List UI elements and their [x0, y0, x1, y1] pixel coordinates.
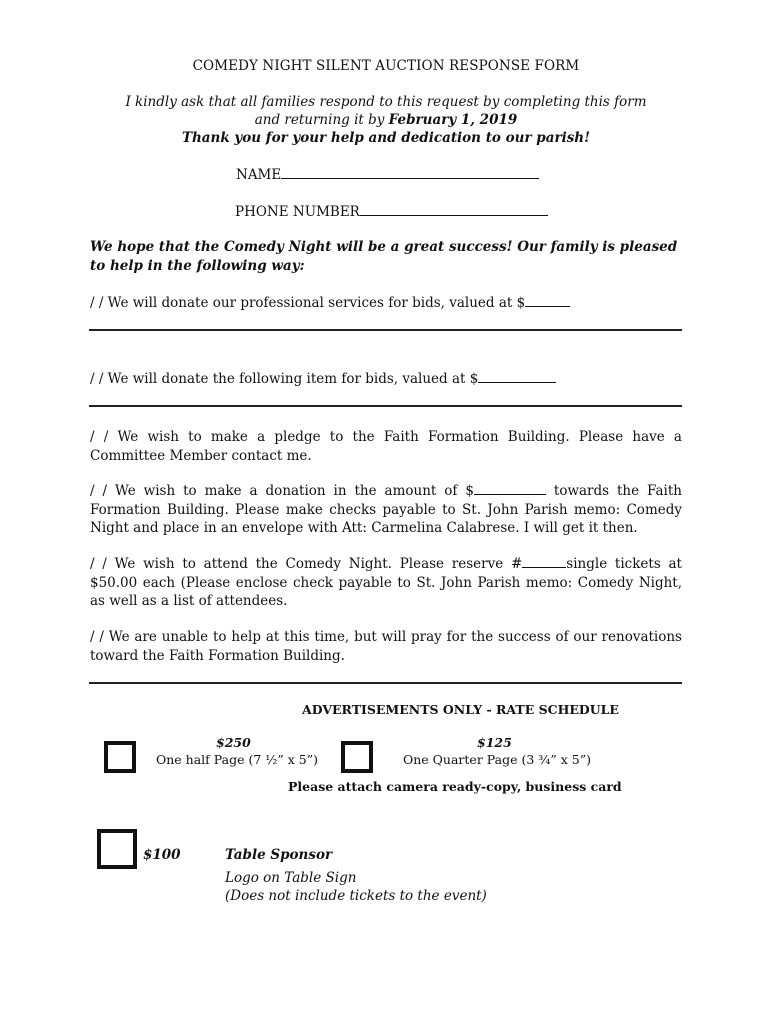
- option-donation-text-b: towards the Faith Formation Building. Please make checks payable to St. John Parish memo: Comedy Night and place in an envelope with Att: Carmelina Calabrese. I will get it then.: [90, 483, 682, 536]
- table-sponsor-line-2: (Does not include tickets to the event): [225, 888, 487, 904]
- option-services[interactable]: [90, 294, 682, 313]
- ads-heading: ADVERTISEMENTS ONLY - RATE SCHEDULE: [302, 702, 619, 717]
- half-page-checkbox[interactable]: [104, 741, 136, 773]
- phone-field[interactable]: [235, 203, 548, 220]
- table-sponsor-checkbox[interactable]: [97, 829, 137, 869]
- form-title: COMEDY NIGHT SILENT AUCTION RESPONSE FORM: [192, 58, 580, 74]
- option-pledge[interactable]: / / We wish to make a pledge to the Faith Formation Building. Please have a Committee Member contact me.: [90, 429, 682, 464]
- option-attend-text-a: / / We wish to attend the Comedy Night. Please reserve #: [90, 556, 523, 572]
- option-donation[interactable]: [90, 482, 682, 538]
- attach-note: Please attach camera ready-copy, business card: [288, 779, 622, 794]
- phone-blank[interactable]: [360, 203, 548, 216]
- table-sponsor-title: Table Sponsor: [225, 847, 333, 863]
- phone-label: PHONE NUMBER: [235, 204, 360, 220]
- item-value-blank[interactable]: [478, 370, 556, 383]
- option-item-text: / / We will donate the following item for bids, valued at $: [90, 371, 479, 387]
- half-page-price: $250: [216, 735, 251, 750]
- divider: [89, 682, 682, 684]
- option-services-text: / / We will donate our professional services for bids, valued at $: [90, 295, 526, 311]
- option-item[interactable]: [90, 370, 682, 389]
- intro-line-1: I kindly ask that all families respond to this request by completing this form: [125, 94, 647, 110]
- intro-line-3: Thank you for your help and dedication to our parish!: [181, 130, 591, 146]
- services-value-blank[interactable]: [525, 294, 570, 307]
- option-attend[interactable]: [90, 555, 682, 611]
- intro-text: [90, 93, 682, 147]
- quarter-page-desc: One Quarter Page (3 ¾” x 5”): [403, 752, 591, 767]
- intro-line-2: [90, 111, 682, 129]
- option-donation-text-a: / / We wish to make a donation in the amount of $: [90, 483, 474, 499]
- name-label: NAME: [236, 167, 282, 183]
- half-page-desc: One half Page (7 ½” x 5”): [156, 752, 318, 767]
- quarter-page-price: $125: [477, 735, 512, 750]
- donation-amount-blank[interactable]: [474, 482, 546, 495]
- ticket-count-blank[interactable]: [522, 555, 566, 568]
- table-sponsor-price: $100: [143, 847, 181, 863]
- divider: [89, 405, 682, 407]
- due-date: February 1, 2019: [388, 112, 518, 128]
- lead-text: We hope that the Comedy Night will be a great success! Our family is pleased to help in the following way:: [90, 239, 678, 274]
- name-blank[interactable]: [281, 166, 539, 179]
- divider: [89, 329, 682, 331]
- table-sponsor-line-1: Logo on Table Sign: [225, 870, 357, 886]
- quarter-page-checkbox[interactable]: [341, 741, 373, 773]
- intro-line-2-prefix: and returning it by: [254, 112, 389, 128]
- name-field[interactable]: [236, 166, 539, 183]
- option-unable[interactable]: / / We are unable to help at this time, but will pray for the success of our renovations toward the Faith Formation Building.: [90, 629, 682, 664]
- option-attend-text-b: single tickets at $50.00 each (Please enclose check payable to St. John Parish memo: Comedy Night, as well as a list of attendees.: [90, 556, 682, 609]
